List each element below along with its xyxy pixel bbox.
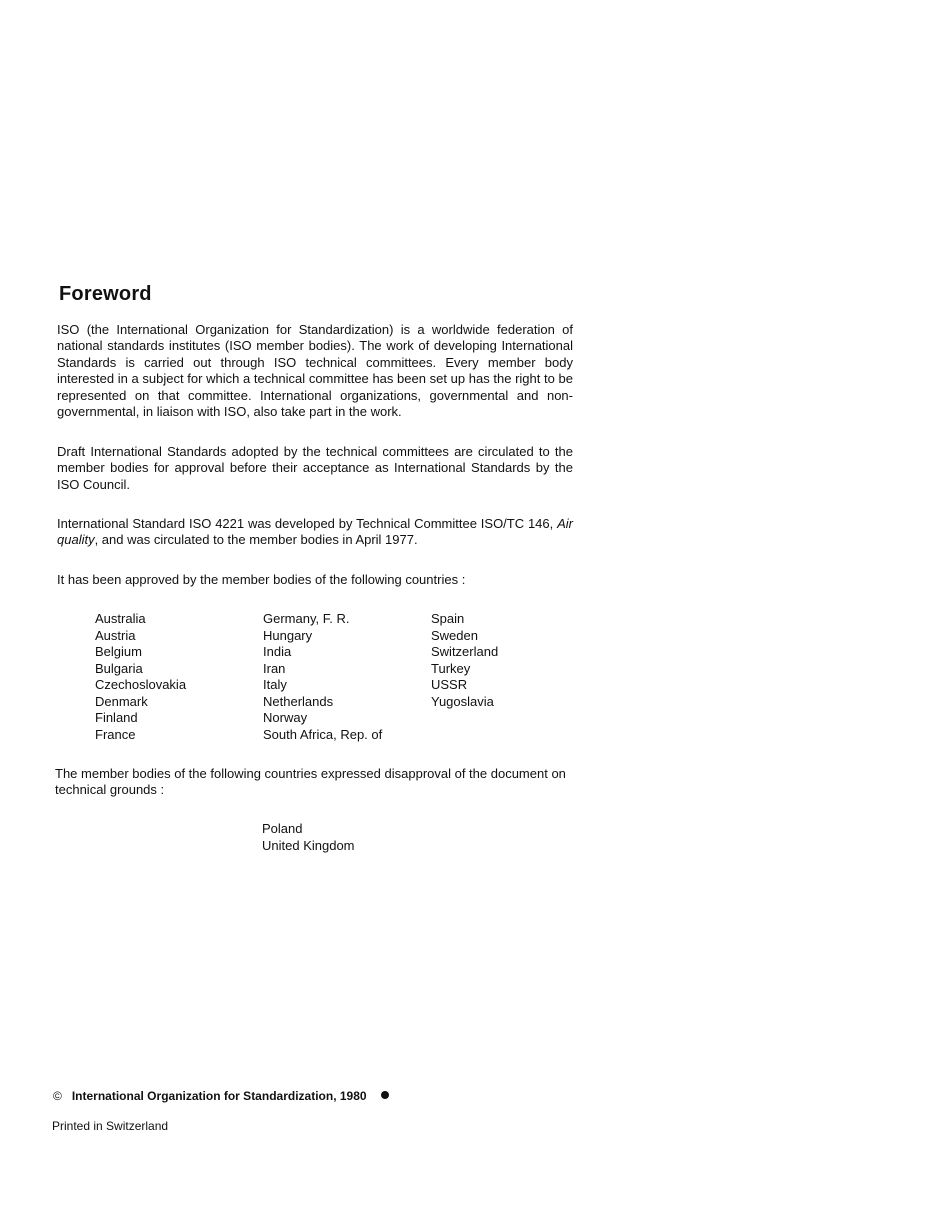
copyright-symbol: ©	[53, 1089, 62, 1103]
paragraph-draft-standards: Draft International Standards adopted by the technical committees are circulated to the member bodies for approval before their acceptance as International Standards by the ISO Council.	[57, 444, 573, 492]
country-item: South Africa, Rep. of	[263, 726, 383, 742]
approving-countries-column-2	[263, 611, 382, 743]
page-title: Foreword	[59, 283, 152, 305]
standard-origin-text: International Standard ISO 4221 was developed by Technical Committee ISO/TC 146,	[57, 516, 554, 531]
country-item: Austria	[95, 627, 136, 643]
country-item: Yugoslavia	[431, 693, 494, 709]
country-item: Czechoslovakia	[95, 677, 187, 692]
country-item: India	[263, 644, 292, 659]
standard-origin-end: , and was circulated to the member bodies in April 1977.	[94, 532, 418, 548]
country-item: Denmark	[95, 693, 148, 709]
committee-subject: Air quality	[57, 516, 573, 548]
paragraph-standard-origin	[57, 516, 573, 549]
country-item: Turkey	[431, 660, 471, 676]
country-item: Australia	[95, 611, 146, 626]
country-item: Switzerland	[431, 644, 499, 659]
copyright-line	[53, 1089, 389, 1103]
paragraph-approval: It has been approved by the member bodies of the following countries :	[57, 572, 466, 587]
copyright-text: International Organization for Standardization, 1980	[71, 1089, 367, 1103]
country-item: Poland	[262, 821, 303, 836]
country-item: France	[95, 726, 136, 742]
country-item: Finland	[95, 710, 138, 725]
country-item: Iran	[263, 660, 286, 676]
country-item: Spain	[431, 611, 465, 626]
paragraph-iso-intro: ISO (the International Organization for Standardization) is a worldwide federation of national standards institutes (ISO member bodies). The work of developing International Standards is carried out through ISO technical committees. Every member body interested in a subject for which a technical committee has been set up has the right to be represented on that committee. International organizations, governmental and non-governmental, in liaison with ISO, also take part in the work.	[57, 322, 573, 420]
country-item: Belgium	[95, 644, 142, 659]
country-item: United Kingdom	[262, 837, 355, 853]
country-item: Norway	[263, 710, 308, 725]
printed-location: Printed in Switzerland	[52, 1119, 169, 1133]
country-item: Bulgaria	[95, 660, 143, 676]
country-item: Hungary	[263, 627, 313, 643]
paragraph-disapproval: The member bodies of the following countries expressed disapproval of the document on technical grounds :	[55, 766, 566, 798]
approving-countries-column-1	[95, 611, 186, 743]
country-item: USSR	[431, 677, 468, 692]
country-item: Sweden	[431, 627, 478, 643]
approving-countries-column-3	[431, 611, 498, 710]
country-item: Italy	[263, 677, 287, 692]
bullet-icon	[381, 1091, 389, 1099]
country-item: Germany, F. R.	[263, 611, 350, 626]
disapproving-countries-list	[262, 821, 355, 854]
country-item: Netherlands	[263, 693, 334, 709]
